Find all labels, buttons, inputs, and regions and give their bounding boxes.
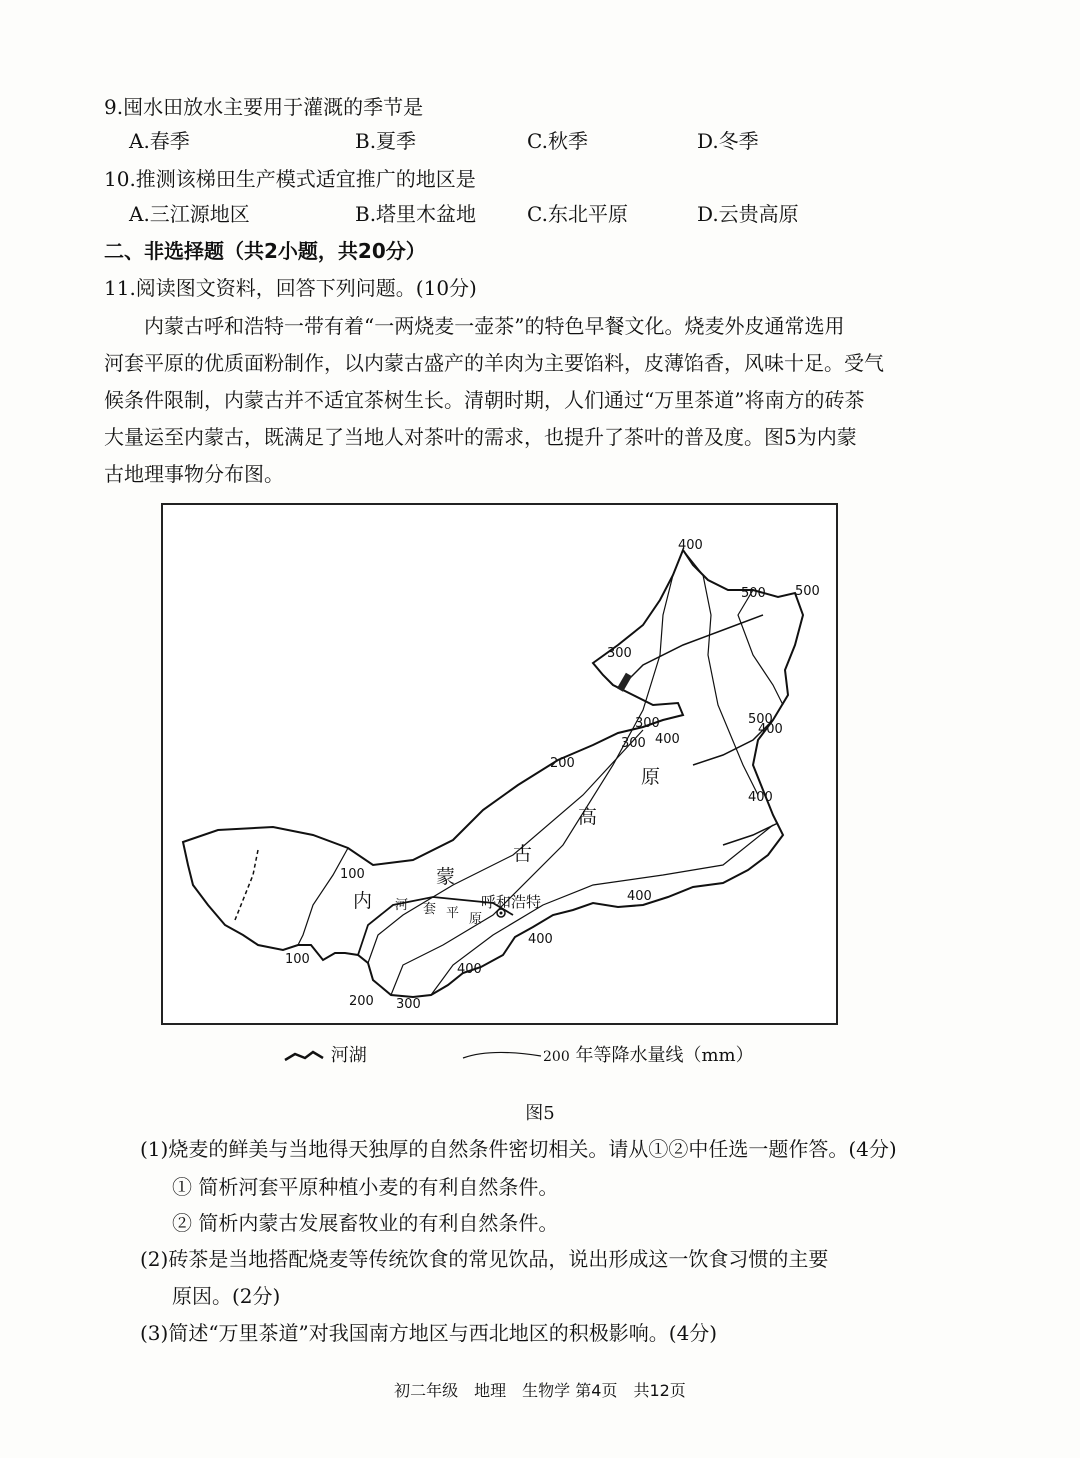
plain-char-2: 套 (423, 902, 437, 917)
isoline-label: 300 (607, 646, 632, 661)
q9-option-d: D.冬季 (697, 129, 759, 153)
q11-stem: 11.阅读图文资料，回答下列问题。(10分) (104, 276, 477, 300)
q10-option-d: D.云贵高原 (697, 202, 799, 226)
plain-char-4: 原 (469, 912, 483, 927)
map-svg (163, 505, 836, 1023)
isoline-label: 300 (396, 997, 421, 1012)
isoline-label: 400 (678, 538, 703, 553)
isoline-label: 300 (635, 716, 660, 731)
river-symbol (283, 1048, 325, 1064)
sub-question-1-choice-1: ① 简析河套平原种植小麦的有利自然条件。 (172, 1175, 559, 1199)
isoline-label: 400 (655, 732, 680, 747)
passage-line-2: 河套平原的优质面粉制作，以内蒙古盛产的羊肉为主要馅料，皮薄馅香，风味十足。受气 (104, 351, 884, 375)
legend-river (283, 1044, 367, 1068)
q9-stem: 9.囤水田放水主要用于灌溉的季节是 (104, 95, 424, 119)
region-char-4: 高 (578, 806, 598, 828)
isoline-label: 100 (340, 867, 365, 882)
isoline-symbol (461, 1048, 543, 1064)
sub-question-1: (1)烧麦的鲜美与当地得天独厚的自然条件密切相关。请从①②中任选一题作答。(4分) (140, 1137, 897, 1161)
passage-line-5: 古地理事物分布图。 (104, 462, 284, 486)
page-footer: 初二年级 地理 生物学 第4页 共12页 (394, 1381, 686, 1400)
isoline-label: 200 (550, 756, 575, 771)
plain-char-1: 河 (395, 898, 409, 913)
isoline-label: 400 (528, 932, 553, 947)
q9-option-c: C.秋季 (527, 129, 588, 153)
section-heading: 二、非选择题（共2小题，共20分） (104, 239, 426, 263)
isoline-500 (738, 590, 783, 705)
q10-option-b: B.塔里木盆地 (355, 202, 477, 226)
legend-river-label: 河湖 (330, 1045, 367, 1066)
isoline-label: 200 (349, 994, 374, 1009)
q9-option-b: B.夏季 (355, 129, 417, 153)
isoline-label: 400 (758, 722, 783, 737)
plain-char-3: 平 (446, 906, 460, 921)
region-char-5: 原 (641, 766, 661, 788)
region-char-2: 蒙 (436, 866, 456, 888)
legend-isoline-label: 年等降水量线（mm） (575, 1045, 754, 1066)
river-4 (723, 823, 778, 845)
lake (617, 673, 632, 692)
q10-stem: 10.推测该梯田生产模式适宜推广的地区是 (104, 167, 476, 191)
isoline-label: 100 (285, 952, 310, 967)
river-5 (235, 850, 258, 920)
region-outline (183, 550, 803, 997)
q10-option-a: A.三江源地区 (129, 202, 250, 226)
legend-isoline-value: 200 (543, 1049, 570, 1065)
isoline-100 (298, 848, 348, 945)
sub-question-3: (3)简述“万里茶道”对我国南方地区与西北地区的积极影响。(4分) (140, 1321, 718, 1345)
region-char-3: 古 (513, 843, 533, 865)
isoline-label: 500 (795, 584, 820, 599)
inner-mongolia-map (161, 503, 838, 1025)
isoline-label: 400 (627, 889, 652, 904)
sub-question-2: (2)砖茶是当地搭配烧麦等传统饮食的常见饮品，说出形成这一饮食习惯的主要 (140, 1247, 829, 1271)
city-label: 呼和浩特 (481, 893, 542, 911)
passage-line-1: 内蒙古呼和浩特一带有着“一两烧麦一壶茶”的特色早餐文化。烧麦外皮通常选用 (144, 314, 845, 338)
figure-caption: 图5 (525, 1103, 555, 1124)
passage-line-3: 候条件限制，内蒙古并不适宜茶树生长。清朝时期，人们通过“万里茶道”将南方的砖茶 (104, 388, 865, 412)
passage-line-4: 大量运至内蒙古，既满足了当地人对茶叶的需求，也提升了茶叶的普及度。图5为内蒙 (104, 425, 857, 449)
region-char-1: 内 (353, 890, 373, 912)
legend-isoline (461, 1044, 754, 1069)
sub-question-2-cont: 原因。(2分) (172, 1284, 281, 1308)
isoline-label: 500 (741, 586, 766, 601)
isoline-label: 500 (748, 712, 773, 727)
q9-option-a: A.春季 (129, 129, 190, 153)
isoline-label: 400 (457, 962, 482, 977)
q10-option-c: C.东北平原 (527, 202, 628, 226)
isoline-label: 300 (621, 736, 646, 751)
isoline-label: 400 (748, 790, 773, 805)
sub-question-1-choice-2: ② 简析内蒙古发展畜牧业的有利自然条件。 (172, 1211, 559, 1235)
